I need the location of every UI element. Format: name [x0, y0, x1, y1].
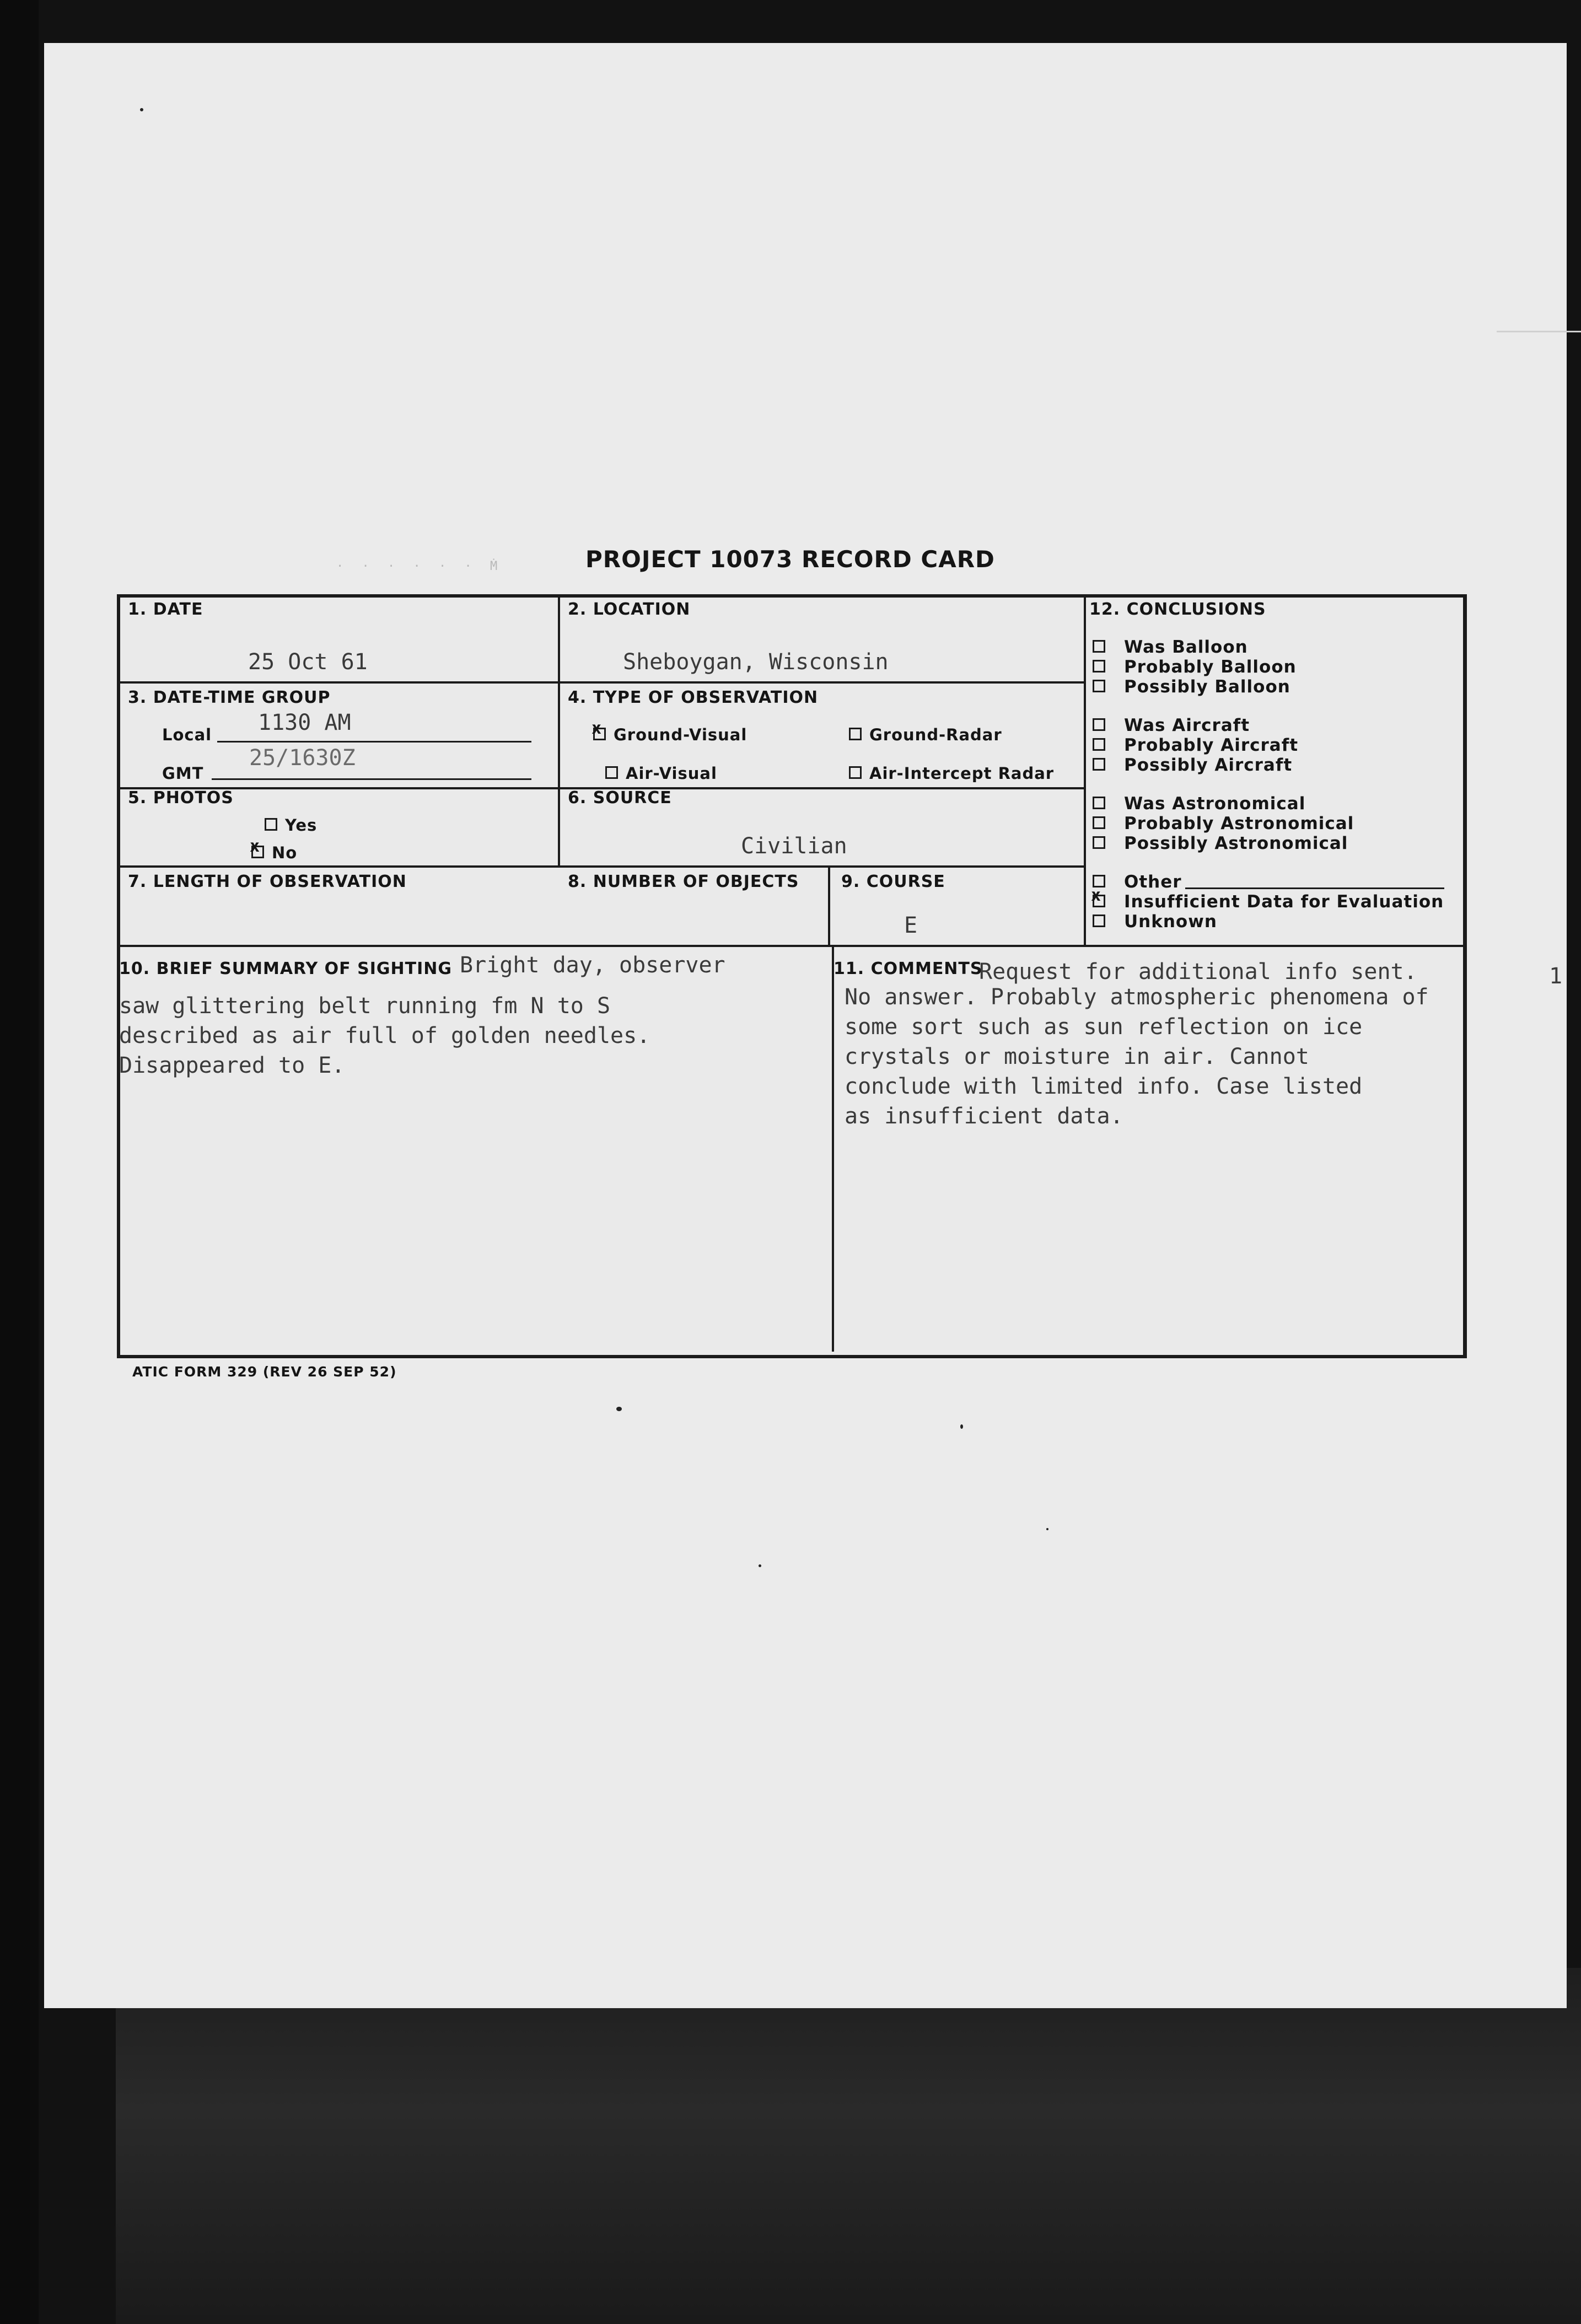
gmt-label: GMT: [162, 764, 204, 783]
summary-line: saw glittering belt running fm N to S: [119, 993, 611, 1019]
location-label: 2. LOCATION: [568, 600, 691, 619]
film-border: [0, 0, 39, 2324]
checkbox-icon: [1093, 640, 1105, 653]
comment-line: crystals or moisture in air. Cannot: [845, 1044, 1309, 1069]
dust-speck: [140, 108, 143, 111]
dust-speck: [960, 1424, 963, 1429]
margin-mark: 1: [1549, 964, 1563, 989]
other-underline: [1185, 887, 1444, 889]
conclusion-probably-aircraft: [1093, 735, 1298, 755]
option-air-intercept-radar-label: Air-Intercept Radar: [869, 764, 1055, 783]
dust-speck: [759, 1564, 761, 1567]
comment-line: as insufficient data.: [845, 1104, 1123, 1129]
option-ground-visual-label: Ground-Visual: [614, 725, 748, 744]
conclusion-label: Possibly Aircraft: [1124, 755, 1293, 775]
checkbox-checked-icon: [1093, 895, 1105, 907]
photos-no: [251, 843, 297, 862]
gmt-underline: [212, 778, 531, 780]
summary-first-line: Bright day, observer: [460, 953, 725, 978]
dust-speck: [616, 1407, 622, 1411]
objects-label: 8. NUMBER OF OBJECTS: [568, 872, 799, 891]
gmt-value: 25/1630Z: [249, 745, 356, 771]
option-air-visual: [605, 764, 717, 783]
summary-line: described as air full of golden needles.: [119, 1023, 650, 1048]
conclusion-label: Probably Astronomical: [1124, 814, 1354, 833]
conclusion-label: Insufficient Data for Evaluation: [1124, 892, 1444, 912]
divider: [120, 681, 1084, 684]
conclusion-label: Other: [1124, 872, 1182, 892]
date-label: 1. DATE: [128, 600, 203, 619]
checkbox-icon: [849, 728, 862, 740]
course-label: 9. COURSE: [841, 872, 945, 891]
comment-line: some sort such as sun reflection on ice: [845, 1014, 1363, 1040]
photos-label: 5. PHOTOS: [128, 788, 234, 808]
location-value: Sheboygan, Wisconsin: [623, 649, 889, 675]
film-shadow: [116, 1968, 1581, 2324]
conclusion-was-astronomical: [1093, 794, 1305, 814]
option-air-visual-label: Air-Visual: [626, 764, 717, 783]
checkbox-icon: [849, 766, 862, 779]
form-identifier: ATIC FORM 329 (REV 26 SEP 52): [132, 1364, 397, 1380]
summary-line: Disappeared to E.: [119, 1053, 345, 1078]
checkbox-icon: [1093, 680, 1105, 692]
divider: [828, 868, 830, 946]
faint-header-marks: · · · · · · Ṁ: [336, 560, 503, 573]
conclusion-possibly-aircraft: [1093, 755, 1292, 775]
conclusion-label: Probably Balloon: [1124, 657, 1297, 677]
conclusions-label: 12. CONCLUSIONS: [1089, 600, 1266, 619]
conclusion-label: Possibly Balloon: [1124, 677, 1290, 697]
paper-crease: [1497, 331, 1581, 332]
option-air-intercept-radar: [849, 764, 1054, 783]
card-title: PROJECT 10073 RECORD CARD: [585, 546, 995, 573]
course-value: E: [904, 913, 918, 938]
checkbox-icon: [1093, 836, 1105, 849]
conclusion-label: Unknown: [1124, 912, 1217, 932]
comment-line: No answer. Probably atmospheric phenomena of: [845, 985, 1429, 1010]
photos-no-label: No: [272, 843, 298, 862]
conclusion-possibly-balloon: [1093, 677, 1290, 697]
option-ground-radar: [849, 725, 1002, 744]
length-label: 7. LENGTH OF OBSERVATION: [128, 872, 407, 891]
divider: [832, 946, 834, 1352]
divider: [558, 598, 560, 868]
date-time-group-label: 3. DATE-TIME GROUP: [128, 688, 331, 707]
conclusion-was-aircraft: [1093, 716, 1250, 735]
checkbox-icon: [1093, 738, 1105, 751]
source-value: Civilian: [741, 833, 847, 859]
checkbox-icon: [1093, 914, 1105, 927]
checkbox-checked-icon: [251, 846, 264, 858]
local-time-label: Local: [162, 725, 212, 744]
checkbox-icon: [1093, 718, 1105, 731]
date-value: 25 Oct 61: [248, 649, 368, 675]
conclusion-label: Possibly Astronomical: [1124, 833, 1348, 853]
divider: [120, 865, 1084, 868]
divider: [1084, 598, 1086, 946]
checkbox-checked-icon: [593, 728, 606, 740]
checkbox-icon: [605, 766, 618, 779]
observation-type-label: 4. TYPE OF OBSERVATION: [568, 688, 819, 707]
conclusion-probably-balloon: [1093, 657, 1297, 677]
local-time-underline: [217, 741, 531, 743]
conclusion-unknown: [1093, 912, 1217, 932]
conclusion-was-balloon: [1093, 637, 1248, 657]
option-ground-radar-label: Ground-Radar: [869, 725, 1002, 744]
conclusion-label: Probably Aircraft: [1124, 735, 1299, 755]
comments-label: 11. COMMENTS: [833, 959, 983, 978]
divider: [120, 945, 1463, 947]
source-label: 6. SOURCE: [568, 788, 672, 808]
conclusion-insufficient-data: [1093, 892, 1444, 912]
conclusion-label: Was Aircraft: [1124, 716, 1250, 735]
conclusion-possibly-astronomical: [1093, 833, 1348, 853]
conclusion-label: Was Balloon: [1124, 637, 1248, 657]
checkbox-icon: [1093, 660, 1105, 673]
dust-speck: [1046, 1528, 1048, 1530]
checkbox-icon: [1093, 758, 1105, 771]
photos-yes-label: Yes: [285, 816, 318, 835]
comments-first-line: Request for additional info sent.: [979, 959, 1417, 985]
photos-yes: [265, 816, 317, 835]
conclusion-probably-astronomical: [1093, 814, 1354, 833]
comment-line: conclude with limited info. Case listed: [845, 1074, 1363, 1099]
conclusion-other: [1093, 872, 1182, 892]
checkbox-icon: [265, 818, 277, 831]
local-time-value: 1130 AM: [258, 710, 351, 735]
summary-label: 10. BRIEF SUMMARY OF SIGHTING: [119, 959, 452, 978]
checkbox-icon: [1093, 797, 1105, 809]
option-ground-visual: [593, 725, 747, 744]
checkbox-icon: [1093, 816, 1105, 829]
conclusion-label: Was Astronomical: [1124, 794, 1306, 814]
